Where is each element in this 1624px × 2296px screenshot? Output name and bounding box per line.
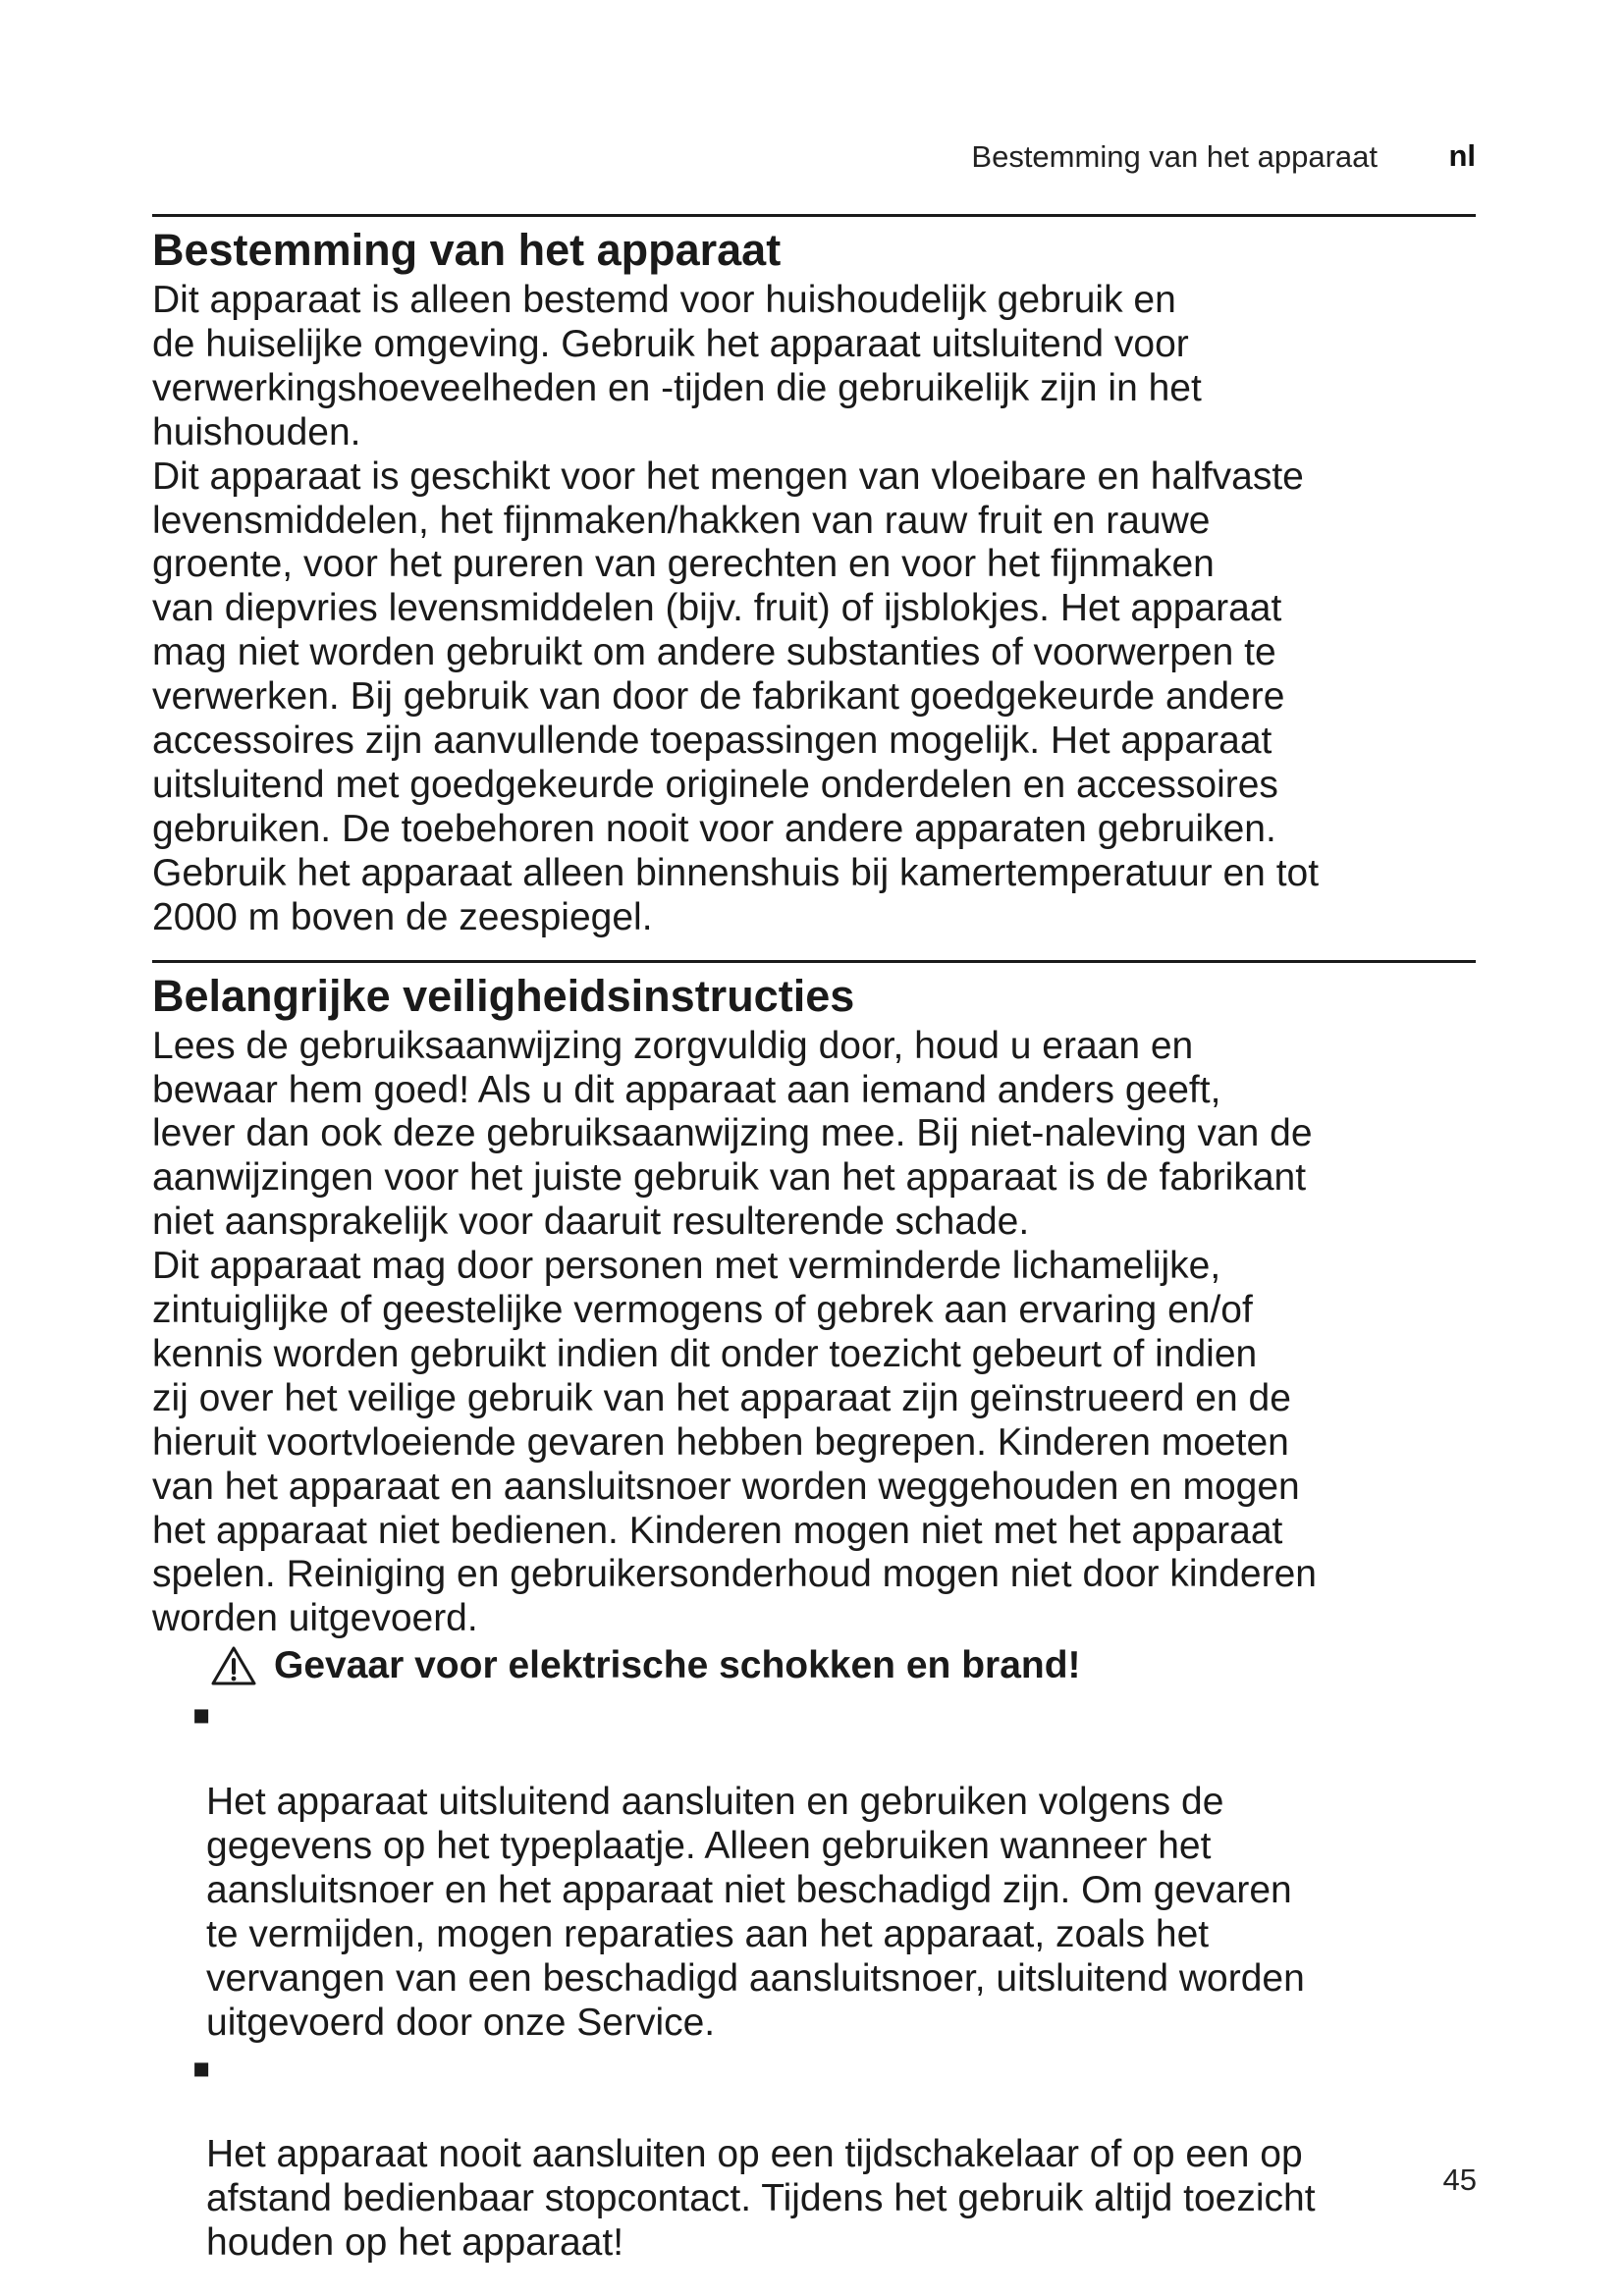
bullet-square-icon: ■ bbox=[192, 1700, 210, 1733]
section-heading: Bestemming van het apparaat bbox=[152, 225, 782, 275]
page-content bbox=[152, 214, 1476, 2266]
warning-heading-text: Gevaar voor elektrische schokken en brand! bbox=[274, 1644, 1081, 1687]
section-intended-use bbox=[152, 214, 1476, 940]
warning-heading bbox=[211, 1643, 1476, 1688]
paragraph: Dit apparaat mag door personen met verminderde lichamelijke, zintuiglijke of geestelijke vermogens of gebrek aan ervaring en/of kennis worden gebruikt indien dit onder toezicht gebeurt of indien zij over het veilige gebruik van het apparaat zijn geïnstrueerd en de hieruit voortvloeiende gevaren hebben begrepen. Kinderen moeten van het apparaat en aansluitsnoer worden weggehouden en mogen het apparaat niet bedienen. Kinderen mogen niet met het apparaat spelen. Reiniging en gebruikersonderhoud mogen niet door kinderen worden uitgevoerd. bbox=[152, 1245, 1317, 1640]
running-header bbox=[152, 139, 1476, 179]
paragraph: Lees de gebruiksaanwijzing zorgvuldig door, houd u eraan en bewaar hem goed! Als u dit apparaat aan iemand anders geeft, lever dan ook deze gebruiksaanwijzing mee. Bij niet-naleving van de aanwijzingen voor het juiste gebruik van het apparaat is de fabrikant niet aansprakelijk voor daaruit resulterende schade. bbox=[152, 1024, 1313, 1244]
list-item bbox=[152, 2046, 1476, 2267]
warning-list bbox=[152, 1692, 1476, 2266]
paragraph: Dit apparaat is alleen bestemd voor huishoudelijk gebruik en de huiselijke omgeving. Gebruik het apparaat uitsluitend voor verwerkingshoeveelheden en -tijden die gebruikelijk zijn in het huishouden. bbox=[152, 279, 1202, 454]
page-number: 45 bbox=[1442, 2163, 1477, 2197]
language-code: nl bbox=[1448, 138, 1476, 173]
running-title: Bestemming van het apparaat bbox=[971, 139, 1378, 174]
list-item bbox=[152, 1692, 1476, 2045]
list-item-text: Het apparaat uitsluitend aansluiten en gebruiken volgens de gegevens op het typeplaatje. Alleen gebruiken wanneer het aansluitsnoer en het apparaat niet beschadigd zijn. Om gevaren te vermijden, mogen reparaties aan het apparaat, zoals het vervangen van een beschadigd aansluitsnoer, uitsluitend worden uitgevoerd door onze Service. bbox=[206, 1781, 1305, 2044]
list-item-text: Het apparaat nooit aansluiten op een tijdschakelaar of op een op afstand bedienbaar stopcontact. Tijdens het gebruik altijd toezicht houden op het apparaat! bbox=[206, 2133, 1316, 2265]
warning-triangle-icon bbox=[211, 1645, 256, 1686]
bullet-square-icon: ■ bbox=[192, 2053, 210, 2085]
paragraph: Dit apparaat is geschikt voor het mengen van vloeibare en halfvaste levensmiddelen, het fijnmaken/hakken van rauw fruit en rauwe groente, voor het pureren van gerechten en voor het fijnmaken van diepvries levensmiddelen (bijv. fruit) of ijsblokjes. Het apparaat mag niet worden gebruikt om andere substanties of voorwerpen te verwerken. Bij gebruik van door de fabrikant goedgekeurde andere accessoires zijn aanvullende toepassingen mogelijk. Het apparaat uitsluitend met goedgekeurde originele onderdelen en accessoires gebruiken. De toebehoren nooit voor andere apparaten gebruiken. Gebruik het apparaat alleen binnenshuis bij kamertemperatuur en tot 2000 m boven de zeespiegel. bbox=[152, 454, 1320, 938]
section-heading: Belangrijke veiligheidsinstructies bbox=[152, 970, 855, 1021]
section-safety-instructions bbox=[152, 960, 1476, 2266]
